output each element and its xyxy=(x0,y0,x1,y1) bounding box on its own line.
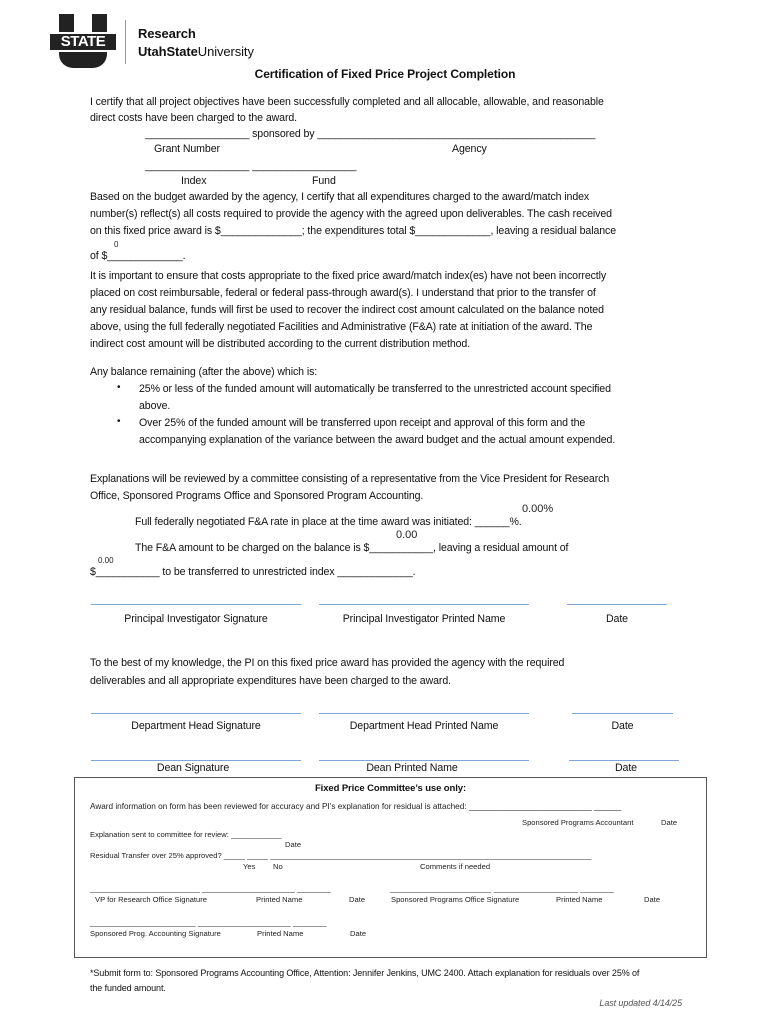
dean-signature-field[interactable] xyxy=(91,760,301,761)
logo-state-band: STATE xyxy=(50,32,116,52)
footer-line-1: *Submit form to: Sponsored Programs Accounting Office, Attention: Jennifer Jenkins, UMC 2400. Attach explanation for residuals over 25% of xyxy=(90,968,640,978)
dean-date-field[interactable] xyxy=(569,760,679,761)
bullet-1-line-1: 25% or less of the funded amount will automatically be transferred to the unrestricted account specified xyxy=(139,383,611,395)
dean-signature-label: Dean Signature xyxy=(156,762,230,774)
pi-signature-field[interactable] xyxy=(91,604,301,605)
fa-amount-field[interactable]: 0.00 xyxy=(396,529,418,541)
research-label: Research xyxy=(138,26,196,41)
sig-row-1-lines-right[interactable]: ________________________ ____________________ ________ xyxy=(390,884,614,893)
explanation-date-label: Date xyxy=(285,840,302,849)
dean-printed-name-field[interactable] xyxy=(319,760,529,761)
university-bold: UtahState xyxy=(138,44,198,59)
fa-amount-line: The F&A amount to be charged on the balance is $___________, leaving a residual amount of xyxy=(135,542,569,554)
spo-date-label: Date xyxy=(644,895,661,904)
dept-head-printed-name-label: Department Head Printed Name xyxy=(349,720,499,732)
spa-date-label: Date xyxy=(350,929,367,938)
accountant-date-label: Date xyxy=(661,818,678,827)
pi-signature-label: Principal Investigator Signature xyxy=(124,613,268,625)
residual-balance-field[interactable]: 0 xyxy=(114,240,119,249)
no-label: No xyxy=(273,862,283,871)
bullet-2-line-1: Over 25% of the funded amount will be transferred upon receipt and approval of this form and the xyxy=(139,417,586,429)
dept-head-signature-label: Department Head Signature xyxy=(131,720,261,732)
budget-line-1: Based on the budget awarded by the agency, I certify that all expenditures charged to the award/match index xyxy=(90,191,590,203)
agency-label: Agency xyxy=(452,143,487,155)
sig-row-2-lines[interactable]: _________________________ ______________________ ________ xyxy=(90,918,327,927)
dean-printed-name-label: Dean Printed Name xyxy=(366,762,458,774)
index-fund-field[interactable]: __________________ __________________ xyxy=(145,160,357,172)
cost-line-3: any residual balance, funds will first be used to recover the indirect cost amount calculated on the balance noted xyxy=(90,304,604,316)
residual-approved-line[interactable]: Residual Transfer over 25% approved? _____ _____ ____________________________________________________________________________ xyxy=(90,851,592,860)
residual-amount-field[interactable]: 0.00 xyxy=(98,556,114,565)
budget-line-2: number(s) reflect(s) all costs required to provide the agency with the agreed upon deliverables. The cash received xyxy=(90,208,612,220)
index-label: Index xyxy=(181,175,207,187)
pi-date-label: Date xyxy=(606,613,628,625)
yes-label: Yes xyxy=(243,862,256,871)
logo-divider xyxy=(125,20,126,64)
intro-line-1: I certify that all project objectives have been successfully completed and all allocable, allowable, and reasonable xyxy=(90,96,604,108)
bullet-icon: • xyxy=(117,382,121,393)
explanations-line-1: Explanations will be reviewed by a committee consisting of a representative from the Vice President for Research xyxy=(90,473,610,485)
bullet-1-line-2: above. xyxy=(139,400,171,412)
vp-printed-name-label: Printed Name xyxy=(256,895,303,904)
dept-head-date-field[interactable] xyxy=(572,713,673,714)
vp-signature-label: VP for Research Office Signature xyxy=(95,895,207,904)
spa-printed-name-label: Printed Name xyxy=(257,929,304,938)
dean-date-label: Date xyxy=(615,762,637,774)
cost-line-2: placed on cost reimbursable, federal or federal pass-through award(s). I understand that prior to the transfer of xyxy=(90,287,596,299)
committee-title: Fixed Price Committee’s use only: xyxy=(314,783,467,794)
footer-line-2: the funded amount. xyxy=(90,983,166,993)
spo-signature-label: Sponsored Programs Office Signature xyxy=(391,895,520,904)
balance-intro: Any balance remaining (after the above) which is: xyxy=(90,366,318,378)
last-updated: Last updated 4/14/25 xyxy=(599,998,682,1008)
pi-date-field[interactable] xyxy=(567,604,667,605)
cost-line-5: indirect cost amount will be distributed according to the current distribution method. xyxy=(90,338,471,350)
explanations-line-2: Office, Sponsored Programs Office and Sponsored Program Accounting. xyxy=(90,490,424,502)
grant-number-label: Grant Number xyxy=(154,143,220,155)
explanation-sent-line[interactable]: Explanation sent to committee for review: ____________ xyxy=(90,830,282,839)
fa-rate-field[interactable]: 0.00% xyxy=(522,503,554,515)
intro-line-2: direct costs have been charged to the award. xyxy=(90,112,298,124)
university-name xyxy=(138,45,254,58)
fund-label: Fund xyxy=(312,175,336,187)
sig-row-1-lines-left[interactable]: __________________________ ______________________ ________ xyxy=(90,884,331,893)
vp-date-label: Date xyxy=(349,895,366,904)
usu-logo xyxy=(50,14,116,70)
pi-printed-name-label: Principal Investigator Printed Name xyxy=(342,613,506,625)
university-light: University xyxy=(197,44,254,59)
dept-head-date-label: Date xyxy=(611,720,634,732)
budget-line-3: on this fixed price award is $______________; the expenditures total $_____________, leaving a residual balance xyxy=(90,225,617,237)
bullet-icon: • xyxy=(117,416,121,427)
residual-line: $___________ to be transferred to unrestricted index _____________. xyxy=(90,566,416,578)
cost-line-4: above, using the full federally negotiated Facilities and Administrative (F&A) rate at initiation of the award. The xyxy=(90,321,593,333)
pi-para-line-2: deliverables and all appropriate expenditures have been charged to the award. xyxy=(90,675,451,687)
page-title: Certification of Fixed Price Project Completion xyxy=(254,67,516,81)
pi-para-line-1: To the best of my knowledge, the PI on this fixed price award has provided the agency with the required xyxy=(90,657,565,669)
bullet-2-line-2: accompanying explanation of the variance between the award budget and the actual amount expended. xyxy=(139,434,616,446)
cost-line-1: It is important to ensure that costs appropriate to the fixed price award/match index(es) have not been incorrectly xyxy=(90,270,607,282)
fa-rate-line: Full federally negotiated F&A rate in place at the time award was initiated: ______%. xyxy=(135,516,522,528)
comments-label: Comments if needed xyxy=(420,862,491,871)
spo-printed-name-label: Printed Name xyxy=(556,895,603,904)
pi-printed-name-field[interactable] xyxy=(319,604,529,605)
budget-line-4: of $_____________. xyxy=(90,250,186,262)
grant-sponsor-field[interactable]: __________________ sponsored by ________________________________________________ xyxy=(145,128,596,140)
accountant-label: Sponsored Programs Accountant xyxy=(522,818,634,827)
award-review-line[interactable]: Award information on form has been reviewed for accuracy and PI’s explanation for residual is attached: ___________________________ ______ xyxy=(90,802,622,811)
dept-head-signature-field[interactable] xyxy=(91,713,301,714)
dept-head-printed-name-field[interactable] xyxy=(319,713,529,714)
spa-signature-label: Sponsored Prog. Accounting Signature xyxy=(90,929,221,938)
